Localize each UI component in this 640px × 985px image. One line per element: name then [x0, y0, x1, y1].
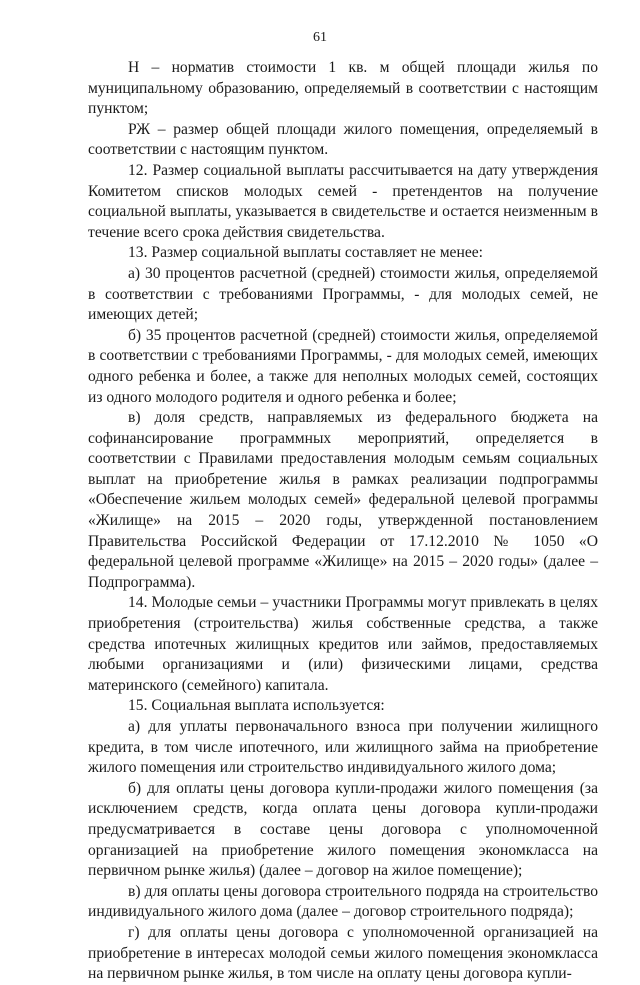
- paragraph-item-15: 15. Социальная выплата используется:: [128, 697, 385, 715]
- paragraph-item-13: 13. Размер социальной выплаты составляет не менее:: [128, 244, 484, 262]
- paragraph-item-13-b: б) 35 процентов расчетной (средней) стоимости жилья, определяемой в соответствии с требованиями Программы, - для молодых семей, имеющих одного ребенка и более, а также для неполных молодых семей, состоящих из одного молодого родителя и одного ребенка и более;: [88, 326, 598, 406]
- paragraph-norm-definition: Н – норматив стоимости 1 кв. м общей площади жилья по муниципальному образованию, определяемый в соответствии с настоящим пунктом;: [88, 59, 598, 118]
- paragraph-item-15-a: а) для уплаты первоначального взноса при получении жилищного кредита, в том числе ипотечного, или жилищного займа на приобретение жилого помещения или строительство индивидуального жилого дома;: [88, 718, 598, 777]
- page-number: 61: [313, 30, 327, 45]
- paragraph-item-12: 12. Размер социальной выплаты рассчитывается на дату утверждения Комитетом списков молодых семей - претендентов на получение социальной выплаты, указывается в свидетельстве и остается неизменным в течение всего срока действия свидетельства.: [88, 161, 598, 241]
- paragraph-item-14: 14. Молодые семьи – участники Программы могут привлекать в целях приобретения (строительства) жилья собственные средства, а также средства ипотечных жилищных кредитов или займов, предоставляемых любыми организациями и (или) физическими лицами, средства материнского (семейного) капитала.: [88, 594, 598, 694]
- paragraph-item-13-v: в) доля средств, направляемых из федерального бюджета на софинансирование программных мероприятий, определяется в соответствии с Правилами предоставления молодым семьям социальных выплат на приобретение жилья в рамках реализации подпрограммы «Обеспечение жильем молодых семей» федеральной целевой программы «Жилище» на 2015 – 2020 годы, утвержденной постановлением Правительства Российской Федерации от 17.12.2010 № 1050 «О федеральной целевой программе «Жилище» на 2015 – 2020 годы» (далее – Подпрограмма).: [88, 409, 598, 591]
- paragraph-item-15-v: в) для оплаты цены договора строительного подряда на строительство индивидуального жилого дома (далее – договор строительного подряда);: [88, 882, 598, 921]
- paragraph-item-15-g: г) для оплаты цены договора с уполномоченной организацией на приобретение в интересах молодой семьи жилого помещения экономкласса на первичном рынке жилья, в том числе на оплату цены договора купли-: [88, 923, 598, 983]
- paragraph-rzh-definition: РЖ – размер общей площади жилого помещения, определяемый в соответствии с настоящим пунктом.: [88, 120, 598, 159]
- paragraph-item-15-b: б) для оплаты цены договора купли-продажи жилого помещения (за исключением средств, когда оплата цены договора купли-продажи предусматривается в составе цены договора с уполномоченной организацией на приобретение жилого помещения экономкласса на первичном рынке жилья) (далее – договор на жилое помещение);: [88, 779, 598, 880]
- paragraph-item-13-a: а) 30 процентов расчетной (средней) стоимости жилья, определяемой в соответствии с требованиями Программы, - для молодых семей, не имеющих детей;: [88, 264, 598, 324]
- document-body: [88, 58, 598, 985]
